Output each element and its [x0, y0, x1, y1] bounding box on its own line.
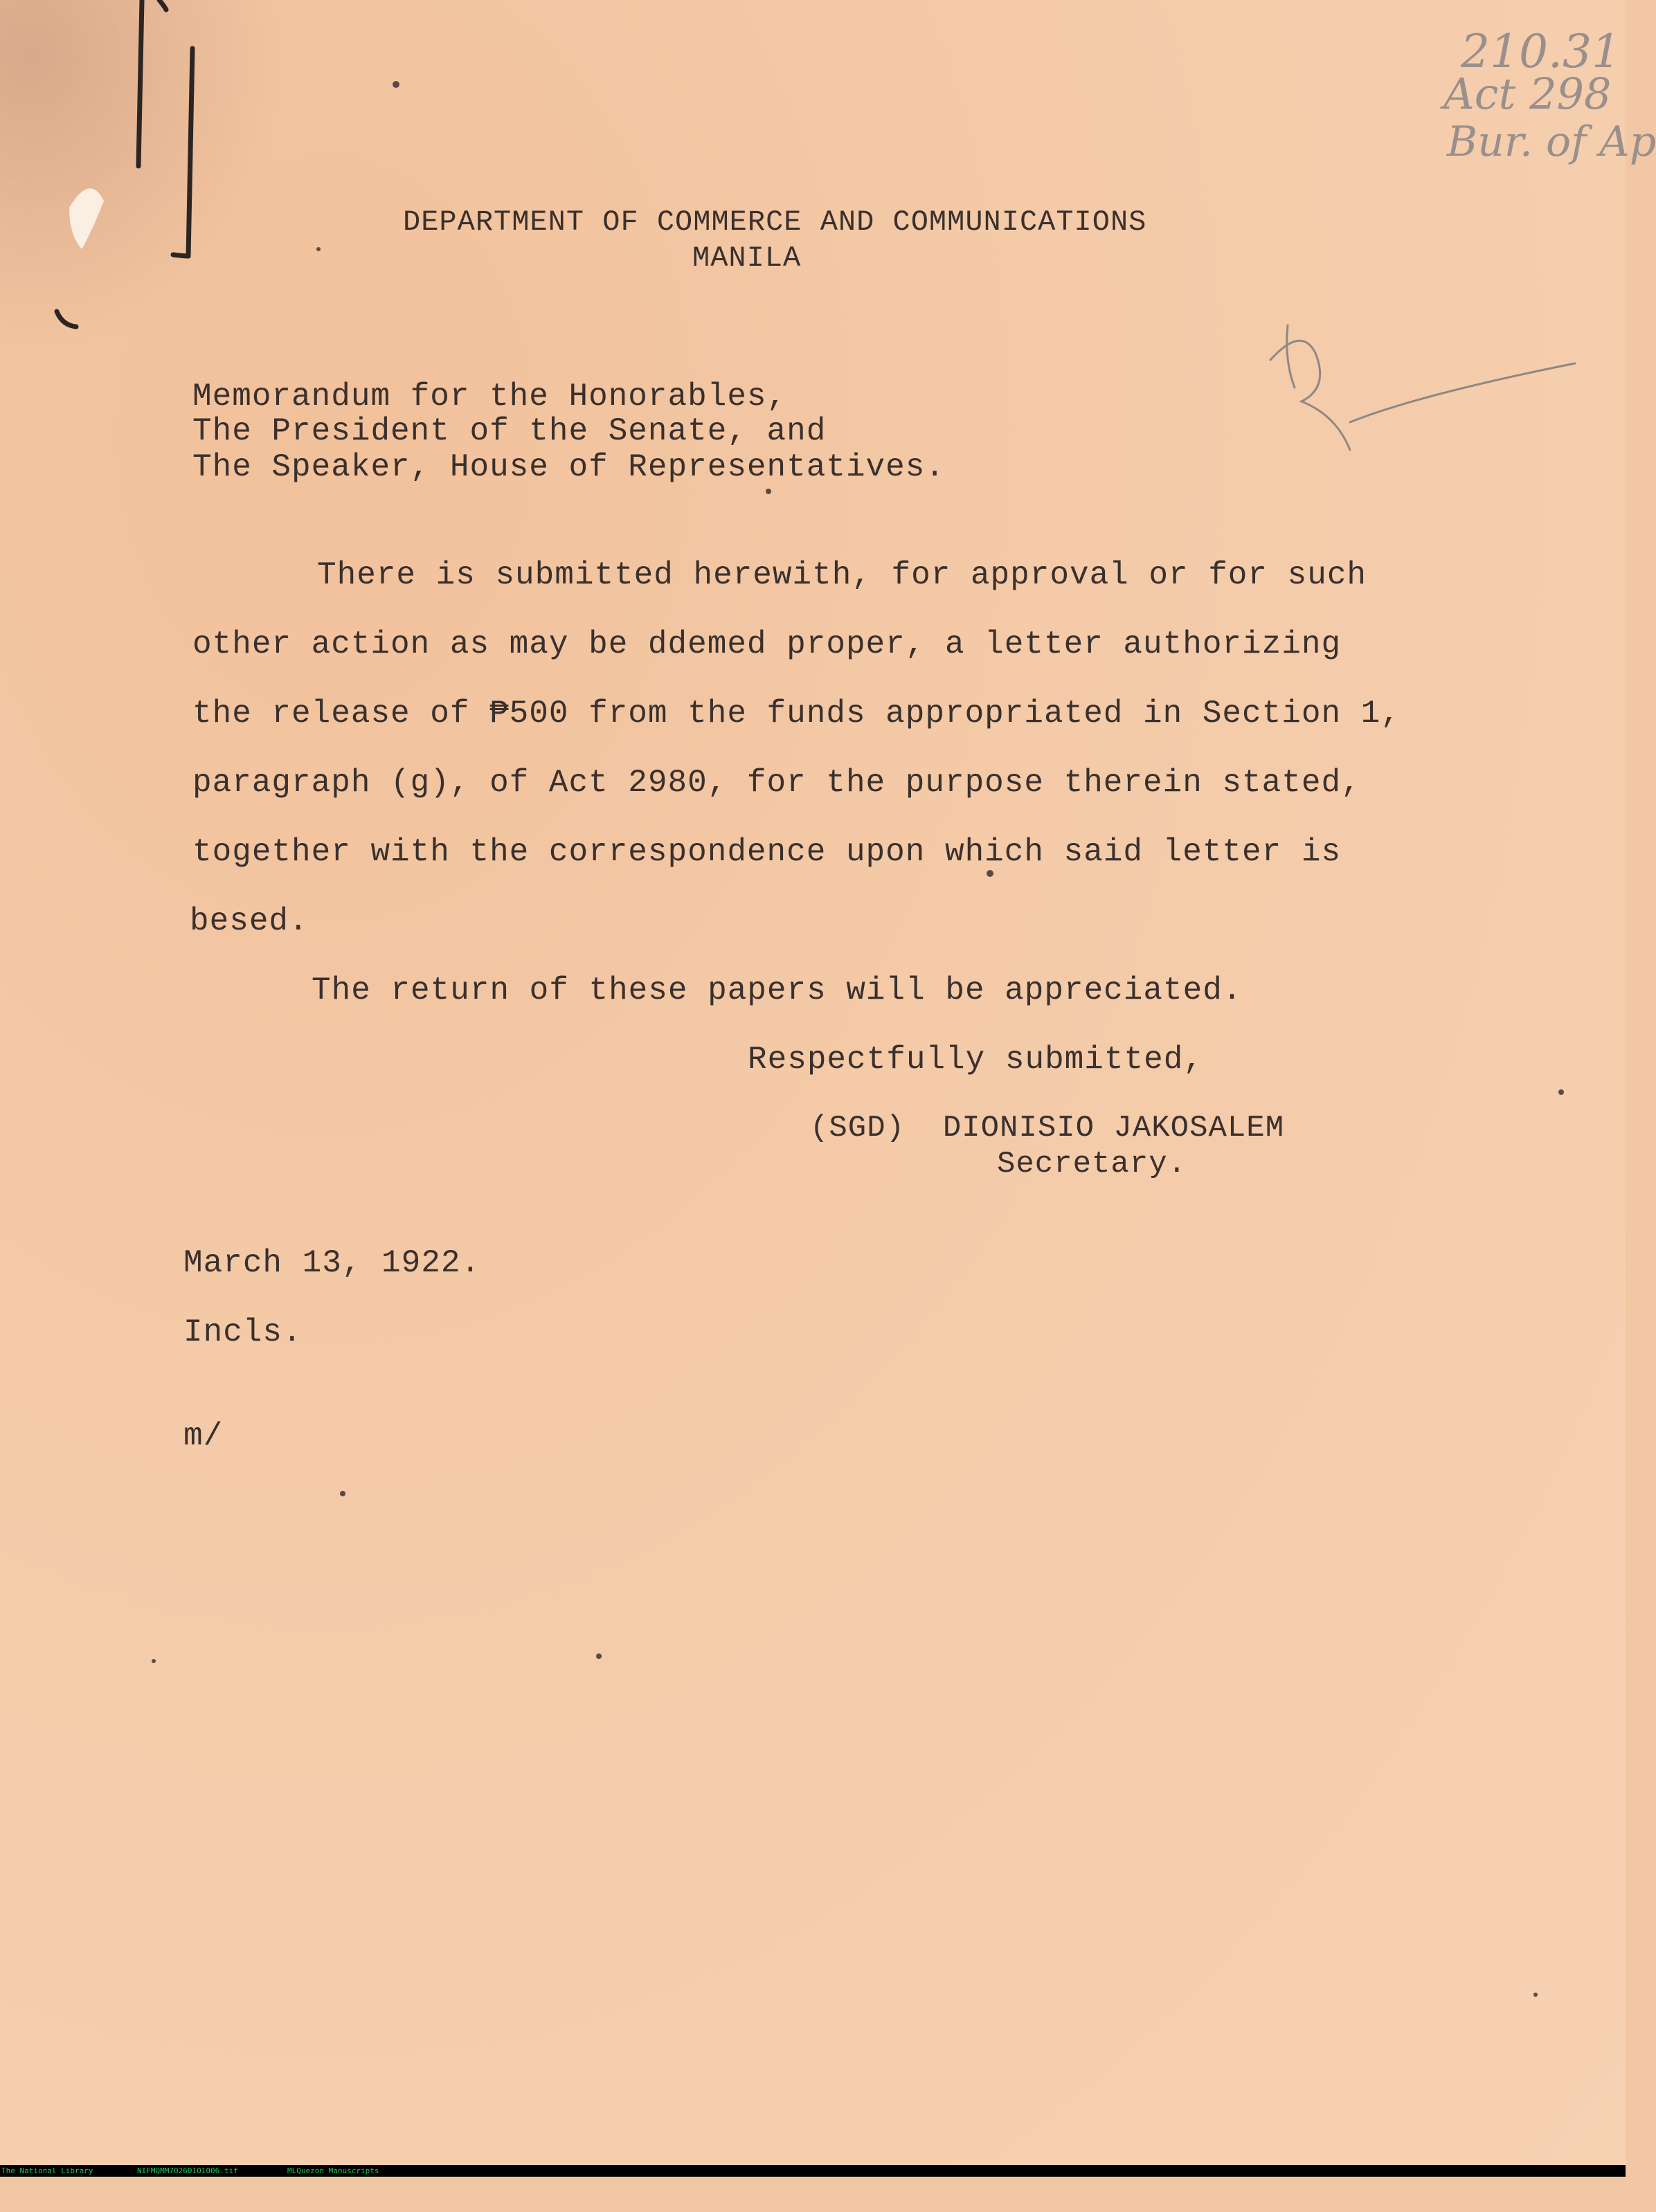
body-line-1: There is submitted herewith, for approval or for such [317, 557, 1367, 593]
enclosures-note: Incls. [183, 1314, 303, 1350]
body-line-4: paragraph (g), of Act 2980, for the purpose therein stated, [192, 765, 1361, 801]
body-line-2: other action as may be ddemed proper, a letter authorizing [192, 626, 1342, 662]
address-line-1: Memorandum for the Honorables, [192, 379, 787, 415]
scan-info-strip [0, 2165, 1626, 2177]
signer-title: Secretary. [997, 1147, 1187, 1181]
body-line-6: besed. [190, 903, 309, 939]
address-line-3: The Speaker, House of Representatives. [192, 449, 945, 485]
margin-note-2: Act 298 [1443, 69, 1612, 119]
scan-file-id: NIFMQMM70260101006.tif [137, 2166, 238, 2175]
signature-line: (SGD) DIONISIO JAKOSALEM [810, 1111, 1285, 1145]
typist-initials: m/ [183, 1418, 224, 1454]
scan-collection: MLQuezon Manuscripts [287, 2166, 379, 2175]
city-heading: MANILA [692, 242, 802, 275]
body-line-3: the release of ₱500 from the funds appropriated in Section 1, [192, 696, 1401, 732]
torn-corner [69, 188, 104, 249]
complimentary-close: Respectfully submitted, [748, 1042, 1203, 1078]
body-line-5: together with the correspondence upon which said letter is [192, 834, 1342, 870]
body-paragraph-2: The return of these papers will be appreciated. [312, 972, 1243, 1008]
margin-note-1: 210.31 [1461, 25, 1621, 78]
memo-date: March 13, 1922. [183, 1245, 481, 1281]
staple-marks [57, 0, 192, 327]
margin-note-3: Bur. of Ap [1447, 118, 1656, 166]
address-line-2: The President of the Senate, and [192, 413, 827, 449]
scan-library: The National Library [1, 2166, 93, 2175]
pencil-initial-mark [1270, 325, 1575, 450]
department-heading: DEPARTMENT OF COMMERCE AND COMMUNICATIONS [403, 206, 1147, 239]
specks [152, 81, 1564, 1997]
